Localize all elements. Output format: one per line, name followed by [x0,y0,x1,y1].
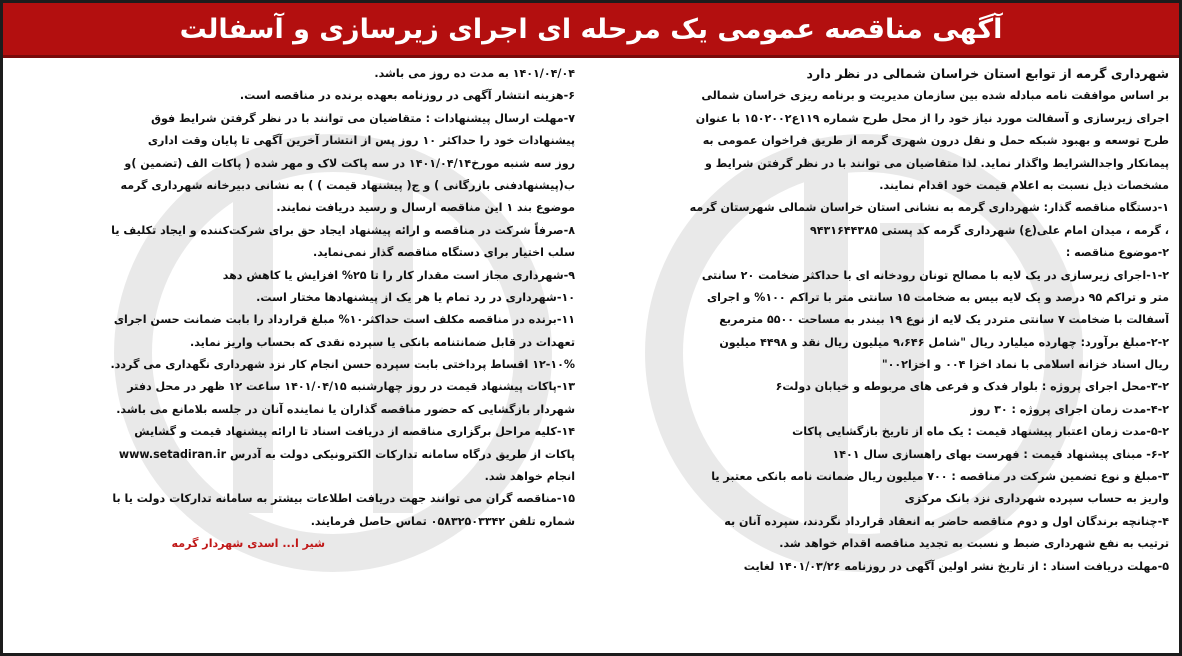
title-banner [3,3,1179,58]
text-line: ۳-مبلغ و نوع تضمین شرکت در مناقصه : ۷۰۰ میلیون ریال ضمانت نامه بانکی معتبر یا [711,470,1169,484]
text-line: سلب اختیار برای دستگاه مناقصه گذار نمی‌نماید. [312,246,575,260]
text-line: ۸-صرفاً شرکت در مناقصه و ارائه پیشنهاد ایجاد حق برای شرکت‌کننده و ایجاد تکلیف یا [111,223,575,237]
notice-title: آگهی مناقصه عمومی یک مرحله ای اجرای زیرسازی و آسفالت [179,13,1003,45]
text-line: ۵-۲-مدت زمان اعتبار پیشنهاد قیمت : یک ماه از تاریخ بازگشایی پاکات [792,425,1169,439]
text-line: ۶-هزینه انتشار آگهی در روزنامه بعهده برنده در مناقصه است. [239,89,575,103]
text-line: متر و تراکم ۹۵ درصد و یک لایه بیس به ضخامت ۱۵ سانتی متر با تراکم ۱۰۰% و اجرای [706,290,1169,304]
text-line: ۴-چنانچه برندگان اول و دوم مناقصه حاضر به انعقاد قرارداد نگردند، سپرده آنان به [724,514,1169,528]
text-line: ۱۵-مناقصه گران می توانند جهت دریافت اطلاعات بیشتر به سامانه تدارکات دولت یا با [112,492,575,506]
mayor-signature: شیر ا... اسدی شهردار گرمه [171,537,325,551]
text-line: ۹-شهرداری مجاز است مقدار کار را تا ۲۵% افزایش یا کاهش دهد [222,268,575,282]
text-line: ۴-۲-مدت زمان اجرای پروژه : ۳۰ روز [970,402,1169,416]
left-text-column [5,63,575,556]
text-line: انجام خواهد شد. [484,470,575,484]
text-line: آسفالت با ضخامت ۷ سانتی متردر یک لایه از نوع ۱۹ بیندر به مساحت ۵۵۰۰ مترمربع [719,313,1169,327]
text-line: ۱۱-برنده در مناقصه مکلف است حداکثر۱۰% مبلغ قرارداد را بابت ضمانت حسن اجرای [113,313,575,327]
text-line: شماره تلفن ۰۵۸۳۲۵۰۳۳۴۲ تماس حاصل فرمایند. [310,514,575,528]
text-line: ۱۴۰۱/۰۴/۰۴ به مدت ده روز می باشد. [374,67,575,80]
text-line: تعهدات در قابل ضمانتنامه بانکی یا سپرده نقدی که بحساب واریز نماید. [190,335,575,349]
text-line: پاکات از طریق درگاه سامانه تدارکات الکترونیکی دولت به آدرس www.setadiran.ir [118,447,575,461]
text-line: روز سه شنبه مورخ۱۴۰۱/۰۴/۱۴ در سه پاکت لاک و مهر شده ( پاکات الف (تضمین )و [124,156,575,170]
text-line: شهرداری گرمه از توابع استان خراسان شمالی در نظر دارد [806,66,1169,81]
text-line: ۱۴-کلیه مراحل برگزاری مناقصه از دریافت اسناد تا ارائه پیشنهاد قیمت و گشایش [134,425,575,439]
text-line: پیشنهادات خود را حداکثر ۱۰ روز پس از انتشار آخرین آگهی تا پایان وقت اداری [147,134,575,148]
text-line: مشخصات ذیل نسبت به اعلام قیمت خود اقدام نمایند. [879,178,1169,192]
text-line: ۱-۲-اجرای زیرسازی در یک لایه با مصالح تونان رودخانه ای با حداکثر ضخامت ۲۰ سانتی [701,268,1169,282]
text-line: ترتیب به نفع شهرداری ضبط و نسبت به تجدید مناقصه اقدام خواهد شد. [779,537,1169,551]
text-line: ۲-۲-مبلغ برآورد: چهارده میلیارد ریال "شامل ۹،۶۴۶ میلیون ریال نقد و ۴۴۹۸ میلیون [719,335,1169,349]
text-line: بر اساس موافقت نامه مبادله شده بین سازمان مدیریت و برنامه ریزی خراسان شمالی [701,89,1169,103]
text-line: پیمانکار واجدالشرایط واگذار نماید. لذا متقاضیان می توانند با در نظر گرفتن شرایط و [705,156,1169,170]
text-line: ۱۳-پاکات پیشنهاد قیمت در روز چهارشنبه ۱۴۰۱/۰۴/۱۵ ساعت ۱۲ ظهر در محل دفتر [127,380,575,394]
text-line: ۱۰-شهرداری در رد تمام یا هر یک از پیشنهادها مختار است. [256,290,575,304]
text-line: اجرای زیرسازی و آسفالت مورد نیاز خود را از محل طرح شماره ۱۱۹ع۱۵۰۲۰۰۲ با عنوان [695,111,1169,125]
text-line: ۱-دستگاه مناقصه گذار: شهرداری گرمه به نشانی استان خراسان شمالی شهرستان گرمه [689,201,1169,215]
text-line: شهردار بازگشایی که حضور مناقصه گذاران یا نماینده آنان در جلسه بلامانع می باشد. [116,402,575,416]
right-text-column [591,63,1169,578]
text-line: ۱۲-۱۰% اقساط پرداختی بابت سپرده حسن انجام کار نزد شهرداری نگهداری می گردد. [110,358,575,372]
text-line: ، گرمه ، میدان امام علی(ع) شهرداری گرمه کد پستی ۹۴۳۱۶۴۴۳۸۵ [809,223,1169,237]
text-line: ۲-موضوع مناقصه : [1065,246,1169,260]
text-line: واریز به حساب سپرده شهرداری نزد بانک مرکزی [904,492,1169,506]
text-line: ۶-۲- مبنای پیشنهاد قیمت : فهرست بهای راهسازی سال ۱۴۰۱ [832,447,1169,461]
text-line: ۳-۲-محل اجرای پروژه : بلوار فدک و فرعی های مربوطه و خیابان دولت۶ [775,380,1169,394]
text-line: ۵-مهلت دریافت اسناد : از تاریخ نشر اولین آگهی در روزنامه ۱۴۰۱/۰۳/۲۶ لغایت [743,559,1169,573]
text-line: ب(پیشنهادفنی بازرگانی ) و ج( پیشنهاد قیمت ) ) به نشانی دبیرخانه شهرداری گرمه [120,178,575,192]
text-line: ۷-مهلت ارسال پیشنهادات : متقاضیان می توانند با در نظر گرفتن شرایط فوق [151,111,575,125]
text-line: موضوع بند ۱ این مناقصه ارسال و رسید دریافت نمایند. [276,201,575,215]
text-line: طرح توسعه و بهبود شبکه حمل و نقل درون شهری گرمه از طریق فراخوان عمومی به [702,134,1169,148]
text-line: ریال اسناد خزانه اسلامی با نماد اخزا ۰۰۴ و اخزا۰۰۲" [881,358,1169,372]
